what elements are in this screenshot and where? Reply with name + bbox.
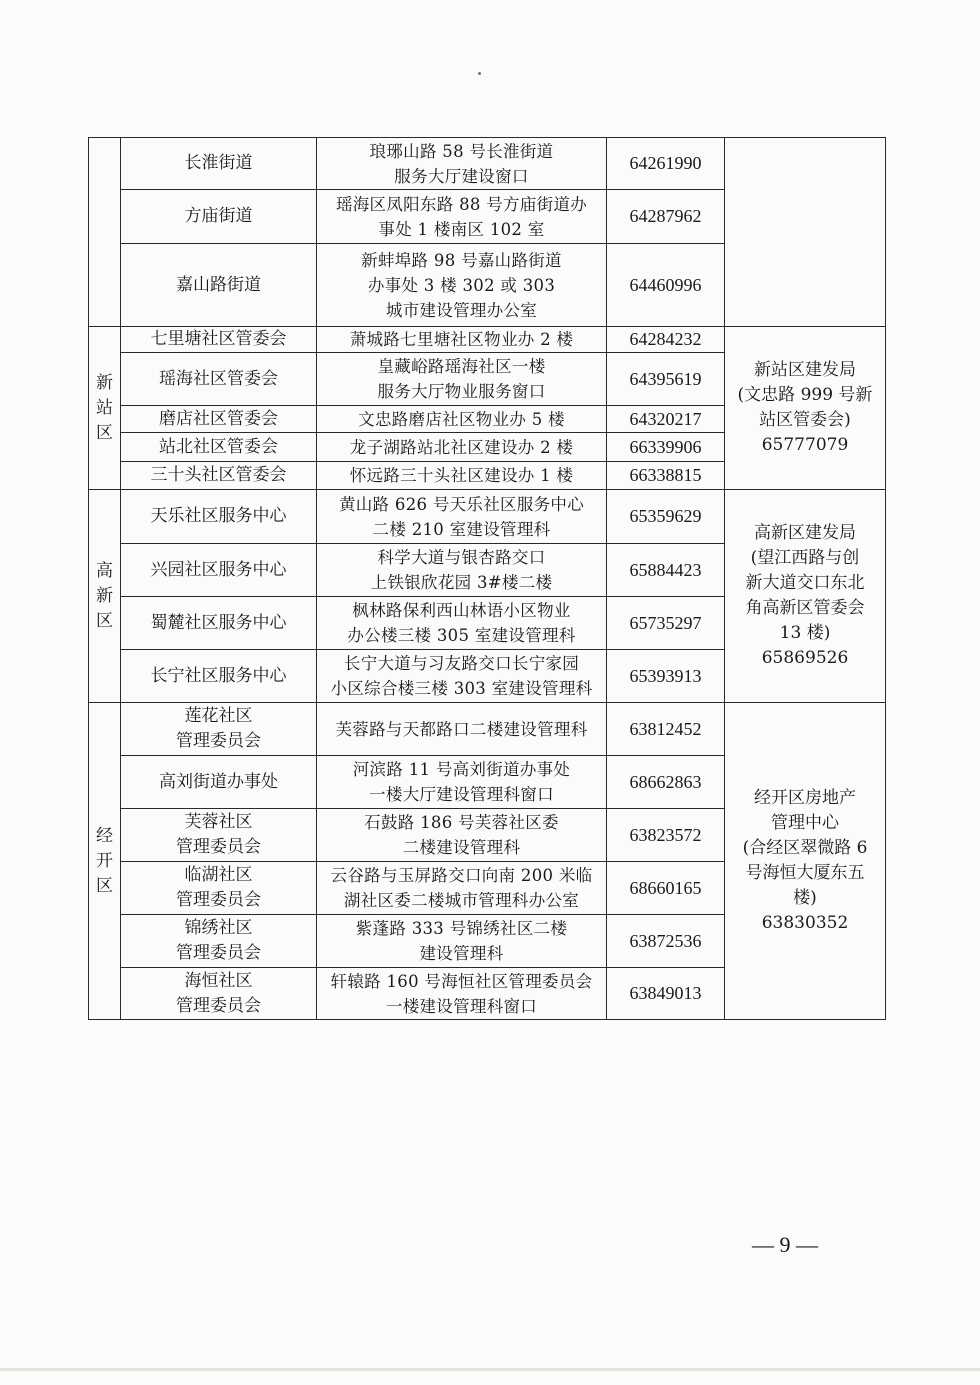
phone-cell: 66339906 bbox=[607, 433, 725, 462]
office-name-cell: 临湖社区 管理委员会 bbox=[121, 862, 317, 915]
table-row bbox=[89, 703, 886, 756]
table-row bbox=[89, 327, 886, 353]
office-name-cell: 长淮街道 bbox=[121, 138, 317, 190]
office-name-cell: 七里塘社区管委会 bbox=[121, 327, 317, 353]
address-cell: 新蚌埠路 98 号嘉山路街道 办事处 3 楼 302 或 303 城市建设管理办公室 bbox=[317, 244, 607, 327]
office-name-cell: 莲花社区 管理委员会 bbox=[121, 703, 317, 756]
phone-cell: 66338815 bbox=[607, 462, 725, 490]
address-cell: 琅琊山路 58 号长淮街道 服务大厅建设窗口 bbox=[317, 138, 607, 190]
district-bureau-cell: 新站区建发局 (文忠路 999 号新 站区管委会) 65777079 bbox=[725, 327, 886, 490]
phone-cell: 64395619 bbox=[607, 353, 725, 406]
office-name-cell: 海恒社区 管理委员会 bbox=[121, 968, 317, 1020]
table-row bbox=[89, 490, 886, 544]
office-name-cell: 高刘街道办事处 bbox=[121, 756, 317, 809]
district-char: 经 bbox=[96, 825, 113, 846]
address-cell: 轩辕路 160 号海恒社区管理委员会 一楼建设管理科窗口 bbox=[317, 968, 607, 1020]
address-cell: 文忠路磨店社区物业办 5 楼 bbox=[317, 406, 607, 433]
office-name-cell: 锦绣社区 管理委员会 bbox=[121, 915, 317, 968]
district-bureau-cell: 经开区房地产 管理中心 (合经区翠微路 6 号海恒大厦东五 楼) 63830352 bbox=[725, 703, 886, 1020]
scan-speck bbox=[478, 72, 481, 75]
address-cell: 龙子湖路站北社区建设办 2 楼 bbox=[317, 433, 607, 462]
office-name-cell: 站北社区管委会 bbox=[121, 433, 317, 462]
office-name-cell: 嘉山路街道 bbox=[121, 244, 317, 327]
address-cell: 芙蓉路与天都路口二楼建设管理科 bbox=[317, 703, 607, 756]
phone-cell: 63849013 bbox=[607, 968, 725, 1020]
district-char: 新 bbox=[96, 585, 113, 606]
phone-cell: 65393913 bbox=[607, 650, 725, 703]
phone-cell: 65884423 bbox=[607, 544, 725, 597]
address-cell: 枫林路保利西山林语小区物业 办公楼三楼 305 室建设管理科 bbox=[317, 597, 607, 650]
office-name-cell: 三十头社区管委会 bbox=[121, 462, 317, 490]
phone-cell: 65359629 bbox=[607, 490, 725, 544]
district-char: 区 bbox=[96, 875, 113, 896]
district-cell bbox=[89, 490, 121, 703]
office-name-cell: 磨店社区管委会 bbox=[121, 406, 317, 433]
address-cell: 河滨路 11 号高刘街道办事处 一楼大厅建设管理科窗口 bbox=[317, 756, 607, 809]
office-name-cell: 长宁社区服务中心 bbox=[121, 650, 317, 703]
office-name-cell: 芙蓉社区 管理委员会 bbox=[121, 809, 317, 862]
district-cell bbox=[89, 703, 121, 1020]
phone-cell: 65735297 bbox=[607, 597, 725, 650]
office-name-cell: 兴园社区服务中心 bbox=[121, 544, 317, 597]
phone-cell: 63812452 bbox=[607, 703, 725, 756]
address-cell: 紫蓬路 333 号锦绣社区二楼 建设管理科 bbox=[317, 915, 607, 968]
table-row bbox=[89, 138, 886, 190]
phone-cell: 63823572 bbox=[607, 809, 725, 862]
phone-cell: 64261990 bbox=[607, 138, 725, 190]
phone-cell: 68662863 bbox=[607, 756, 725, 809]
address-cell: 皇藏峪路瑶海社区一楼 服务大厅物业服务窗口 bbox=[317, 353, 607, 406]
district-bureau-cell bbox=[725, 138, 886, 327]
address-cell: 怀远路三十头社区建设办 1 楼 bbox=[317, 462, 607, 490]
contact-table bbox=[88, 137, 886, 1020]
district-cell bbox=[89, 138, 121, 327]
address-cell: 石鼓路 186 号芙蓉社区委 二楼建设管理科 bbox=[317, 809, 607, 862]
address-cell: 黄山路 626 号天乐社区服务中心 二楼 210 室建设管理科 bbox=[317, 490, 607, 544]
district-char: 高 bbox=[96, 560, 113, 581]
office-name-cell: 方庙街道 bbox=[121, 190, 317, 244]
district-cell bbox=[89, 327, 121, 490]
phone-cell: 68660165 bbox=[607, 862, 725, 915]
district-bureau-cell: 高新区建发局 (望江西路与创 新大道交口东北 角高新区管委会 13 楼) 65869526 bbox=[725, 490, 886, 703]
address-cell: 萧城路七里塘社区物业办 2 楼 bbox=[317, 327, 607, 353]
phone-cell: 64284232 bbox=[607, 327, 725, 353]
district-char: 开 bbox=[96, 850, 113, 871]
phone-cell: 64287962 bbox=[607, 190, 725, 244]
district-char: 区 bbox=[96, 610, 113, 631]
office-name-cell: 瑶海社区管委会 bbox=[121, 353, 317, 406]
address-cell: 长宁大道与习友路交口长宁家园 小区综合楼三楼 303 室建设管理科 bbox=[317, 650, 607, 703]
office-name-cell: 天乐社区服务中心 bbox=[121, 490, 317, 544]
address-cell: 科学大道与银杏路交口 上铁银欣花园 3#楼二楼 bbox=[317, 544, 607, 597]
address-cell: 瑶海区凤阳东路 88 号方庙街道办 事处 1 楼南区 102 室 bbox=[317, 190, 607, 244]
district-char: 新 bbox=[96, 372, 113, 393]
phone-cell: 64460996 bbox=[607, 244, 725, 327]
district-char: 站 bbox=[96, 397, 113, 418]
phone-cell: 63872536 bbox=[607, 915, 725, 968]
bottom-rule bbox=[0, 1368, 980, 1371]
phone-cell: 64320217 bbox=[607, 406, 725, 433]
district-char: 区 bbox=[96, 422, 113, 443]
address-cell: 云谷路与玉屏路交口向南 200 米临 湖社区委二楼城市管理科办公室 bbox=[317, 862, 607, 915]
office-name-cell: 蜀麓社区服务中心 bbox=[121, 597, 317, 650]
page-number: — 9 — bbox=[752, 1232, 818, 1257]
